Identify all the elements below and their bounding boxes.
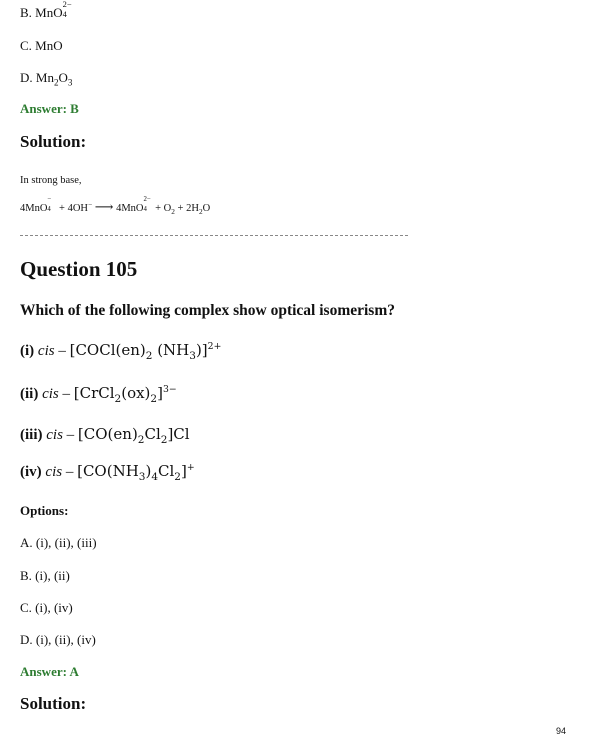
question-item-1 (20, 341, 221, 362)
item-prefix: cis (37, 343, 55, 359)
item-prefix: cis (46, 427, 63, 443)
question-text: Which of the following complex show optical isomerism? (20, 302, 395, 319)
solution-heading-2: Solution: (20, 694, 87, 713)
item-formula: [$COCl(en)_2$ $(NH_3)]^{2+}$ (69, 341, 222, 362)
item-prefix: cis (45, 464, 63, 480)
option-c-previous: C. MnO (20, 38, 63, 53)
item-formula: $[CO(en)_2Cl_2]Cl$ (77, 425, 190, 446)
option-d-formula: $Mn_2O_3$ (35, 70, 73, 88)
item-prefix: cis (42, 386, 59, 402)
item-label: (iii) (20, 427, 43, 443)
options-heading: Options: (20, 503, 69, 518)
option-b-previous (20, 0, 72, 21)
question-item-2 (20, 384, 177, 405)
previous-answer: Answer: B (20, 101, 79, 116)
item-label: (iv) (20, 464, 42, 480)
option-b-formula: MnO 2− 4 (35, 0, 72, 20)
page-number: 94 (555, 726, 566, 736)
option-d: D. (i), (ii), (iv) (20, 632, 96, 647)
option-c: C. (i), (iv) (20, 600, 73, 615)
item-formula: $[CrCl_2(ox)_2]^{3-}$ (73, 384, 177, 405)
item-label: (ii) (20, 386, 39, 402)
option-d-previous (20, 70, 72, 88)
item-label: (i) (20, 343, 35, 359)
item-formula: $[CO(NH_3)_4Cl_2]^+$ (77, 462, 195, 483)
option-b: B. (i), (ii) (20, 568, 70, 583)
item-dash: – (65, 464, 74, 480)
item-dash: – (66, 427, 75, 443)
option-a: A. (i), (ii), (iii) (20, 535, 97, 550)
question-item-3 (20, 425, 190, 446)
item-dash: – (62, 386, 70, 402)
question-item-4 (20, 462, 195, 483)
option-b-letter: B. (20, 5, 32, 20)
answer: Answer: A (20, 664, 79, 679)
item-dash: – (58, 343, 66, 359)
solution-intro: In strong base, (20, 175, 82, 186)
solution-equation: 4MnO − 4 + 4OH− ⟶ 4MnO 2− 4 + $O_2 + 2H_2O$ (20, 195, 211, 217)
solution-heading: Solution: (20, 132, 87, 151)
section-divider (20, 235, 408, 236)
option-d-letter: D. (20, 70, 33, 85)
question-title: Question 105 (20, 257, 138, 281)
